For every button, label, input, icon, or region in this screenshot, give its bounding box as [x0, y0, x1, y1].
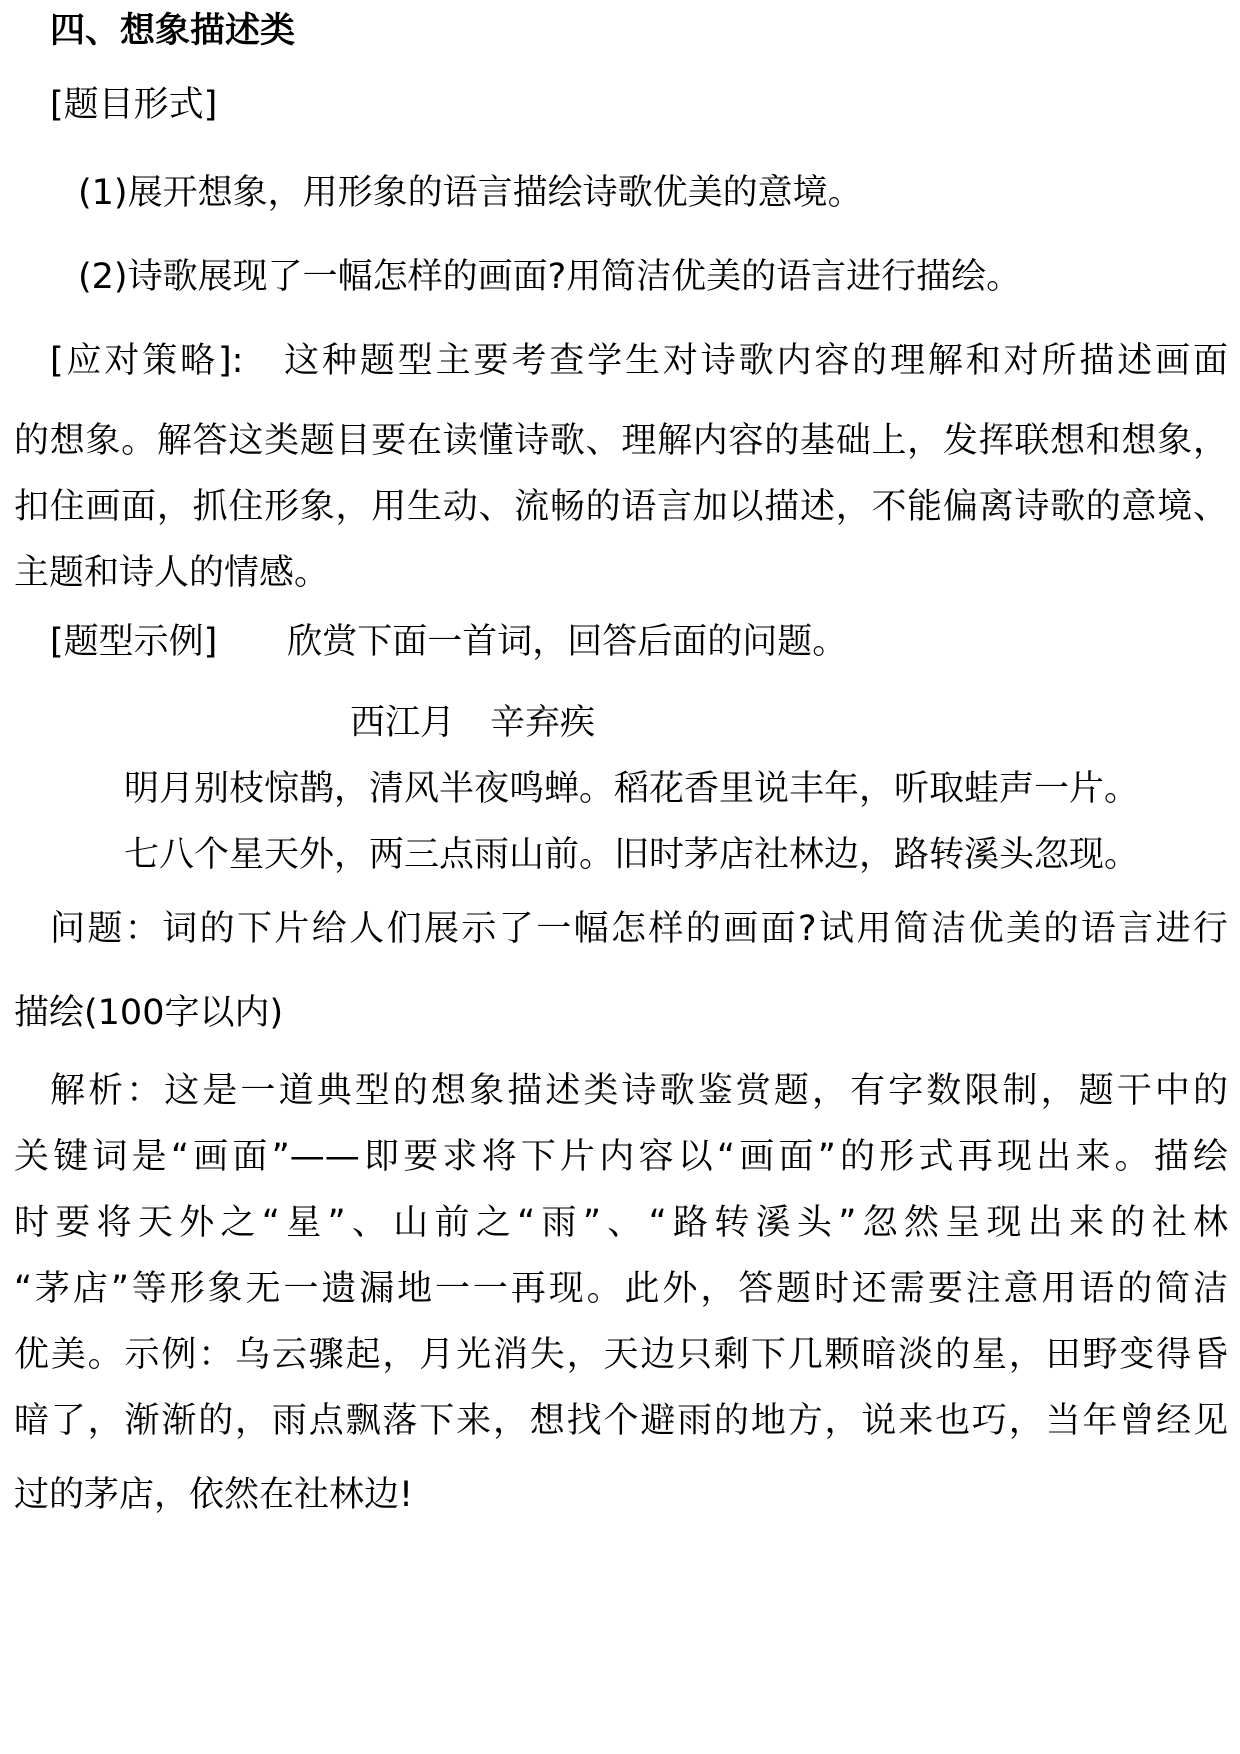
section-heading: 四、想象描述类 — [50, 11, 296, 51]
analysis-line: 优美。示例：乌云骤起，月光消失，天边只剩下几颗暗淡的星，田野变得昏 — [14, 1335, 1228, 1375]
example-label: [题型示例] 欣赏下面一首词，回答后面的问题。 — [50, 622, 848, 662]
strategy-line: 扣住画面，抓住形象，用生动、流畅的语言加以描述，不能偏离诗歌的意境、 — [14, 487, 1228, 527]
question-line: 描绘(100字以内) — [14, 993, 284, 1033]
analysis-line: “茅店”等形象无一遗漏地一一再现。此外，答题时还需要注意用语的简洁 — [14, 1269, 1228, 1309]
poem-title: 西江月 辛弃疾 — [350, 703, 596, 743]
analysis-line: 过的茅店，依然在社林边! — [14, 1475, 414, 1515]
analysis-line: 暗了，渐渐的，雨点飘落下来，想找个避雨的地方，说来也巧，当年曾经见 — [14, 1401, 1228, 1441]
analysis-line: 解析：这是一道典型的想象描述类诗歌鉴赏题，有字数限制，题干中的 — [50, 1071, 1228, 1111]
strategy-line: 主题和诗人的情感。 — [14, 553, 330, 593]
strategy-line: [应对策略]: 这种题型主要考查学生对诗歌内容的理解和对所描述画面 — [50, 341, 1228, 381]
analysis-line: 时要将天外之“星”、山前之“雨”、“路转溪头”忽然呈现出来的社林 — [14, 1203, 1228, 1243]
poem-line: 七八个星天外，两三点雨山前。旧时茅店社林边，路转溪头忽现。 — [124, 835, 1140, 875]
strategy-line: 的想象。解答这类题目要在读懂诗歌、理解内容的基础上，发挥联想和想象， — [14, 421, 1228, 461]
form-item: (1)展开想象，用形象的语言描绘诗歌优美的意境。 — [78, 173, 863, 213]
form-item: (2)诗歌展现了一幅怎样的画面?用简洁优美的语言进行描绘。 — [78, 257, 1022, 297]
poem-line: 明月别枝惊鹊，清风半夜鸣蝉。稻花香里说丰年，听取蛙声一片。 — [124, 769, 1140, 809]
question-line: 问题：词的下片给人们展示了一幅怎样的画面?试用简洁优美的语言进行 — [50, 909, 1228, 949]
analysis-line: 关键词是“画面”——即要求将下片内容以“画面”的形式再现出来。描绘 — [14, 1137, 1228, 1177]
form-label: [题目形式] — [50, 85, 218, 125]
